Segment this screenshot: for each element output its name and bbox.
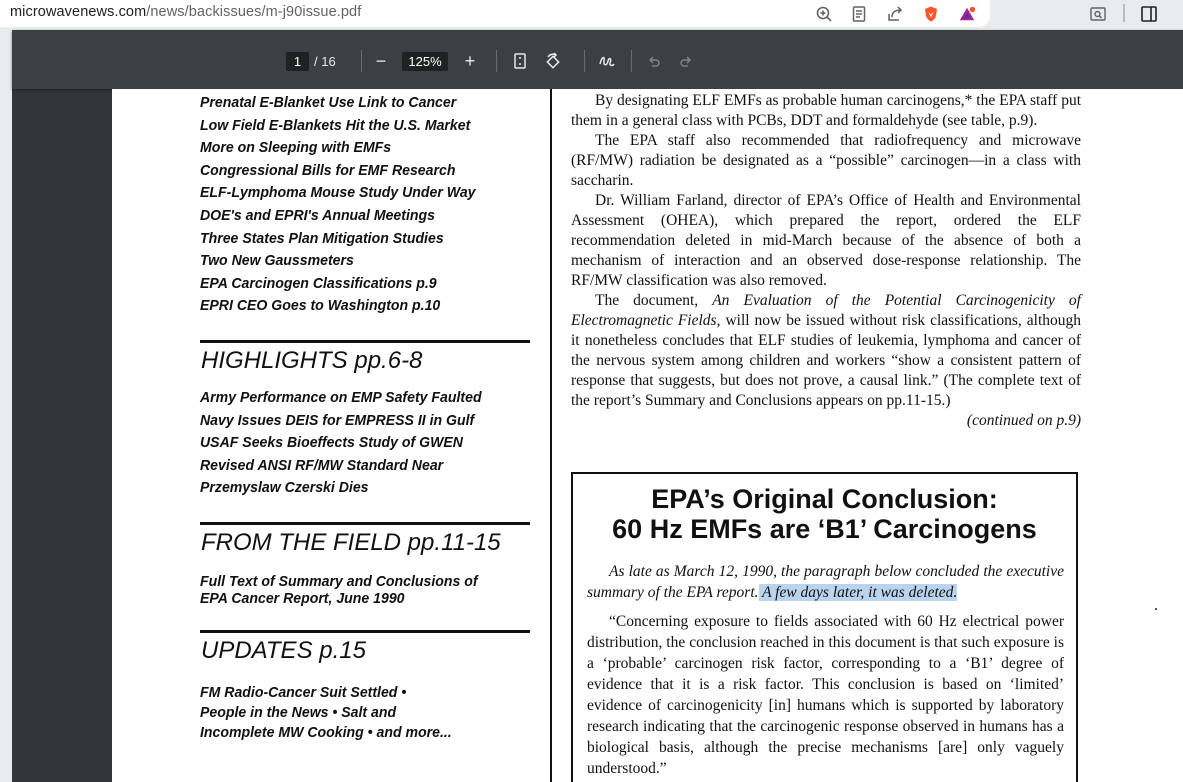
- box-title-line-1: EPA’s Original Conclusion:: [651, 484, 998, 514]
- list-item: USAF Seeks Bioeffects Study of GWEN: [200, 434, 463, 452]
- search-page-icon[interactable]: [1087, 3, 1109, 25]
- top-items-list: [200, 92, 540, 318]
- from-the-field-list: [200, 573, 495, 607]
- list-item: FM Radio-Cancer Suit Settled •: [200, 684, 407, 701]
- zoom-in-icon[interactable]: [813, 3, 835, 25]
- article-paragraph: Dr. William Farland, director of EPA’s Office of Health and Environmental Assessment (OHEA), which prepared the report, ordered the ELF recommendation deleted in mid-March because of the absence of both a mechanism of interaction and an observed dose-response relationship. The RF/MW classification was also removed.: [571, 192, 1081, 289]
- pdf-toolbar: [12, 30, 1183, 89]
- brave-shield-icon[interactable]: [920, 3, 942, 25]
- box-subtitle-text: As late as March 12, 1990, the paragraph below concluded the executive summary of the EPA report.: [587, 563, 1064, 601]
- list-item: Incomplete MW Cooking • and more...: [200, 724, 452, 741]
- draw-icon[interactable]: [594, 48, 620, 74]
- list-item: Two New Gaussmeters: [200, 252, 354, 270]
- article-paragraph: By designating ELF EMFs as probable human carcinogens,* the EPA staff put them in a general class with PCBs, DDT and formaldehyde (see table, p.9).: [571, 92, 1081, 129]
- toolbar-separator: [631, 50, 632, 72]
- sidebar-box: [571, 472, 1078, 782]
- zoom-out-button[interactable]: −: [375, 50, 387, 71]
- url-domain: microwavenews.com: [10, 4, 147, 20]
- box-title-line-2: 60 Hz EMFs are ‘B1’ Carcinogens: [612, 514, 1037, 544]
- updates-list: [200, 683, 468, 743]
- section-rule: [200, 522, 530, 525]
- article-paragraph: [571, 291, 1081, 411]
- sidebar-icon[interactable]: [1138, 3, 1160, 25]
- article-paragraph: The EPA staff also recommended that radiofrequency and microwave (RF/MW) radiation be designated as a “possible” carcinogen—in a class with saccharin.: [571, 132, 1081, 189]
- zoom-in-button[interactable]: +: [464, 50, 476, 71]
- address-bar-area: [0, 0, 1183, 30]
- list-item: EPA Carcinogen Classifications p.9: [200, 274, 437, 292]
- list-item: Low Field E-Blankets Hit the U.S. Market: [200, 116, 471, 134]
- column-divider: [550, 89, 552, 782]
- page-number-input[interactable]: 1: [286, 52, 309, 71]
- rotate-icon[interactable]: [540, 48, 566, 74]
- url-text[interactable]: [10, 4, 361, 20]
- list-item: EPA Cancer Report, June 1990: [200, 590, 405, 607]
- section-rule: [200, 630, 530, 633]
- report-title: An Evaluation of the Potential Carcinogenicity of Electromagnetic Fields,: [571, 292, 1081, 329]
- url-path: /news/backissues/m-j90issue.pdf: [146, 4, 362, 20]
- highlights-list: [200, 387, 500, 500]
- list-item: Przemyslaw Czerski Dies: [200, 479, 369, 497]
- section-rule: [200, 340, 530, 343]
- brave-rewards-icon[interactable]: [956, 3, 978, 25]
- list-item: Congressional Bills for EMF Research: [200, 161, 456, 179]
- undo-icon[interactable]: [641, 48, 667, 74]
- fit-page-icon[interactable]: [507, 48, 533, 74]
- list-item: Navy Issues DEIS for EMPRESS II in Gulf: [200, 411, 475, 429]
- address-bar[interactable]: [0, 0, 990, 27]
- paragraph-start: The document,: [595, 292, 713, 309]
- pdf-page: [112, 89, 1183, 782]
- list-item: Prenatal E-Blanket Use Link to Cancer: [200, 94, 457, 111]
- toolbar-divider: [1123, 4, 1125, 22]
- toolbar-separator: [361, 50, 362, 72]
- list-item: More on Sleeping with EMFs: [200, 139, 392, 157]
- highlighted-text[interactable]: A few days later, it was deleted.: [758, 584, 958, 601]
- article-text: [571, 91, 1081, 431]
- paragraph-rest: will now be issued without risk classifications, although it nonetheless concludes that ELF studies of leukemia, lymphoma and cancer of the nervous system among children and workers “show a consistent pattern of response that suggests, but does not prove, a causal link.” (The complete text of the report’s Summary and Conclusions appears on pp.11-15.): [571, 312, 1081, 409]
- box-quote: “Concerning exposure to fields associated with 60 Hz electrical power distribution, the conclusion reached in this document is that such exposure is a ‘probable’ carcinogen risk factor, corresponding to a ‘B1’ degree of evidence that it is a risk factor. This conclusion is based on ‘limited’ evidence of carcinogenicity [in] humans which is supported by laboratory research indicating that the carcinogenic response observed in humans has a biological basis, although the precise mechanisms [are] only vaguely understood.”: [587, 613, 1064, 777]
- list-item: Army Performance on EMP Safety Faulted: [200, 389, 482, 406]
- zoom-level-input[interactable]: 125%: [402, 52, 448, 71]
- from-the-field-heading: FROM THE FIELD pp.11-15: [201, 529, 501, 556]
- list-item: Revised ANSI RF/MW Standard Near: [200, 456, 444, 474]
- redo-icon[interactable]: [673, 48, 699, 74]
- box-subtitle: [573, 561, 1076, 603]
- updates-heading: UPDATES p.15: [201, 637, 366, 664]
- list-item: People in the News • Salt and: [200, 704, 397, 721]
- share-icon[interactable]: [884, 3, 906, 25]
- page-total: / 16: [314, 54, 336, 69]
- list-item: DOE's and EPRI's Annual Meetings: [200, 206, 435, 224]
- list-item: ELF-Lymphoma Mouse Study Under Way: [200, 184, 476, 202]
- list-item: Three States Plan Mitigation Studies: [200, 229, 444, 247]
- list-item: Full Text of Summary and Conclusions of: [200, 573, 478, 590]
- highlights-heading: HIGHLIGHTS pp.6-8: [201, 347, 423, 374]
- stray-mark: [1155, 608, 1157, 610]
- toolbar-separator: [584, 50, 585, 72]
- list-item: EPRI CEO Goes to Washington p.10: [200, 297, 441, 315]
- pdf-viewer: [12, 30, 1183, 782]
- continued-note: (continued on p.9): [966, 412, 1081, 429]
- toolbar-separator: [496, 50, 497, 72]
- reader-mode-icon[interactable]: [848, 3, 870, 25]
